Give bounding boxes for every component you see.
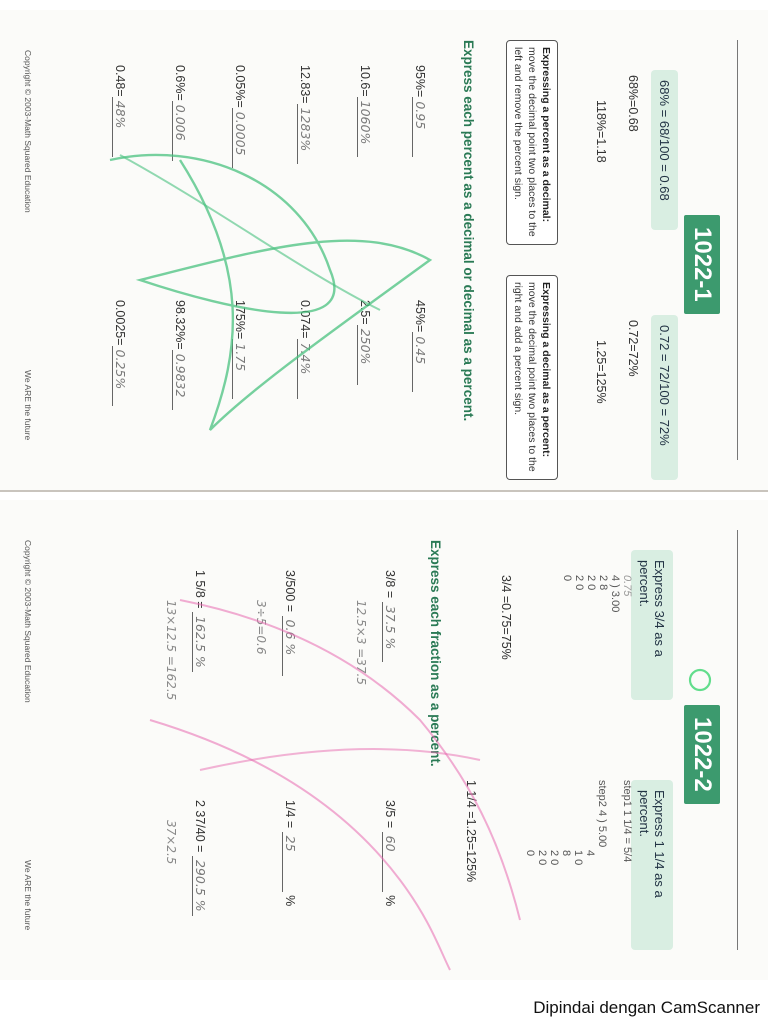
fraction-problem-5: 1/4 = 25 % (283, 800, 298, 907)
rule-body: move the decimal point two places to the left and remove the percent sign. (512, 47, 538, 237)
example-line-2: 0.72=72% (626, 320, 640, 377)
problem-2: 10.6=1060% (357, 65, 373, 157)
top-rule (737, 40, 738, 460)
long-division-left: 0.75 4 ) 3.00 2 8 2 0 2 0 0 (561, 575, 633, 613)
worksheet-1022-2 (0, 500, 768, 980)
example-percent-to-decimal (651, 70, 678, 230)
tagline: We ARE the future (23, 860, 33, 931)
problem-8: 2.5=250% (357, 300, 373, 385)
problem-7: 45%=0.45 (412, 300, 428, 392)
example-line-1: 68% = 68/100 = 0.68 (657, 80, 672, 201)
problem-4: 0.05%=0.0005 (232, 65, 248, 168)
work-3: 13×12.5 =162.5 (164, 600, 178, 701)
example-decimal-to-percent (651, 315, 678, 480)
problem-5: 0.6%=0.006 (172, 65, 188, 161)
problem-3: 12.83=1283% (297, 65, 313, 164)
example-box-right: Express 1 1/4 as a percent. (631, 780, 673, 950)
rule-body: move the decimal point two places to the right and add a percent sign. (512, 282, 538, 472)
problem-6: 0.48=48% (112, 65, 128, 157)
work-6: 37×2.5 (164, 820, 178, 865)
fraction-problem-6: 2 37/40 = 290.5 % (192, 800, 208, 916)
fraction-problem-2: 3/500 = 0.6 % (282, 570, 298, 676)
result-left: 3/4 =0.75=75% (499, 575, 513, 660)
example-line-3: 118%=1.18 (594, 100, 608, 163)
work-1: 12.5×3 =37.5 (354, 600, 368, 685)
instruction: Express each percent as a decimal or decimal as a percent. (461, 40, 476, 422)
example-line-1: 0.72 = 72/100 = 72% (657, 325, 672, 446)
step-2: step2 4 ) 5.00 4 1 0 8 2 0 2 0 0 (524, 780, 608, 866)
problem-12: 0.0025=0.25% (112, 300, 128, 406)
problem-11: 98.32%=0.9832 (172, 300, 188, 410)
instruction: Express each fraction as a percent. (428, 540, 443, 767)
problem-10: 175%=1.75 (232, 300, 248, 399)
worksheet-badge: 1022-2 (684, 705, 720, 804)
copyright: Copyright © 2003-Math Squared Education (23, 540, 33, 703)
top-rule (737, 530, 738, 950)
fraction-problem-4: 3/5 = 60 % (383, 800, 398, 907)
worksheet-1022-1 (0, 10, 768, 490)
rule-title: Expressing a percent as a decimal: (540, 47, 552, 223)
page-divider (0, 490, 768, 492)
scanner-watermark: Dipindai dengan CamScanner (533, 998, 760, 1017)
result-right: 1 1/4 =1.25=125% (464, 780, 478, 883)
work-2: 3÷5=0.6 (254, 600, 268, 655)
example-box-left: Express 3/4 as a percent. (631, 550, 673, 700)
rule-title: Expressing a decimal as a percent: (540, 282, 552, 458)
example-line-2: 68%=0.68 (626, 75, 640, 132)
rule-decimal-to-percent (506, 275, 558, 480)
step-1: step1 1 1/4 = 5/4 (621, 780, 633, 863)
tagline: We ARE the future (23, 370, 33, 441)
copyright: Copyright © 2003-Math Squared Education (23, 50, 33, 213)
worksheet-badge: 1022-1 (684, 215, 720, 314)
example-line-3: 1.25=125% (594, 340, 608, 404)
fraction-problem-3: 1 5/8 = 162.5 % (192, 570, 208, 672)
rule-percent-to-decimal (506, 40, 558, 245)
problem-9: 0.074=7.4% (297, 300, 313, 399)
problem-1: 95%=0.95 (412, 65, 428, 157)
fraction-problem-1: 3/8 = 37.5 % (382, 570, 398, 662)
